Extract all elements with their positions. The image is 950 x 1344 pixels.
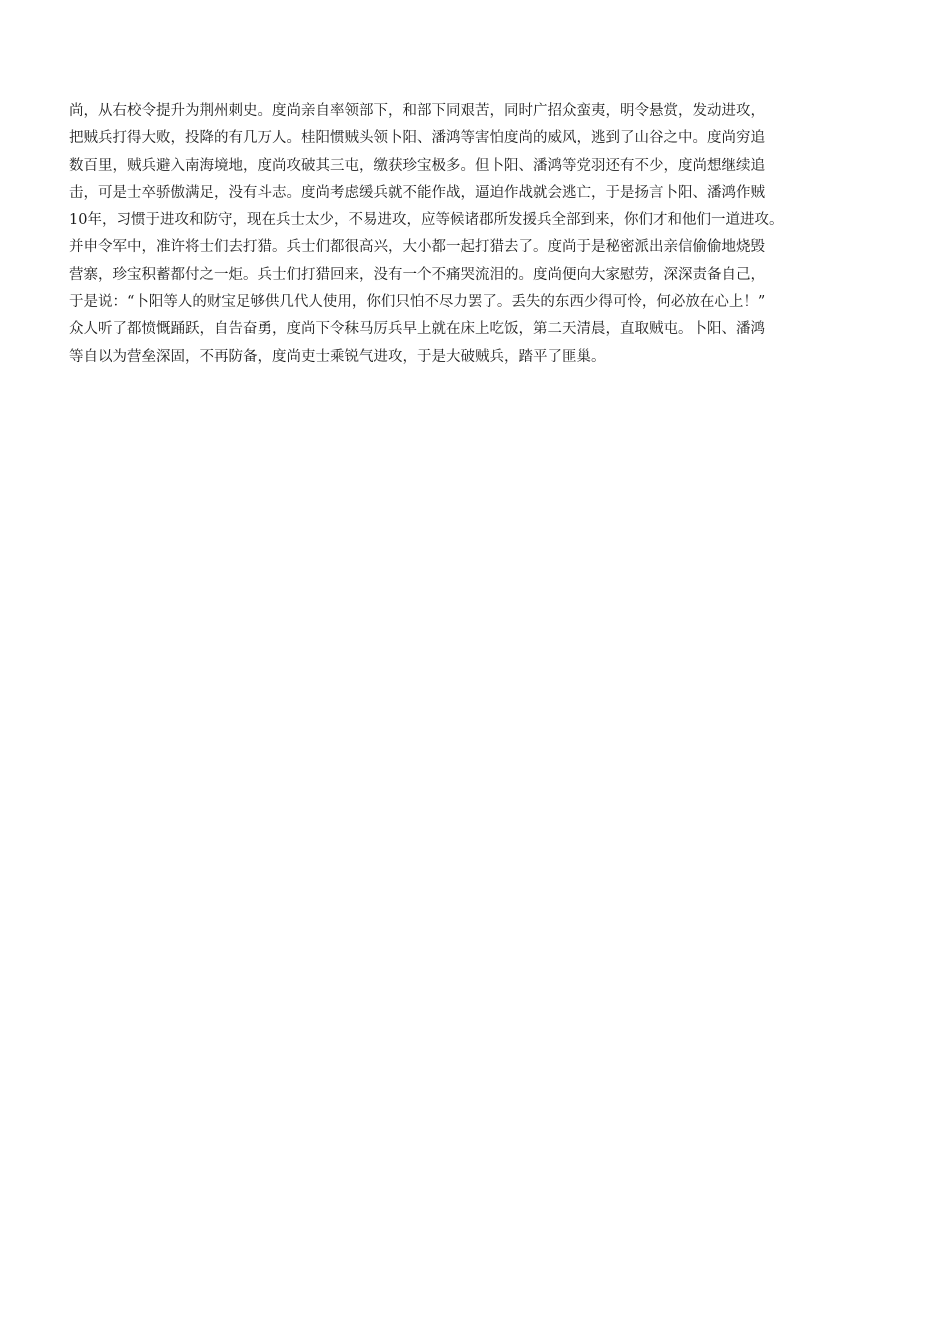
text-line: 尚，从右校令提升为荆州刺史。度尚亲自率领部下，和部下同艰苦，同时广招众蛮夷，明令悬赏，发动进攻， (69, 103, 765, 119)
text-line: 把贼兵打得大败，投降的有几万人。桂阳惯贼头领卜阳、潘鸿等害怕度尚的威风，逃到了山谷之中。度尚穷追 (69, 130, 765, 147)
text-line: 击，可是士卒骄傲满足，没有斗志。度尚考虑缓兵就不能作战，逼迫作战就会逃亡，于是扬言卜阳、潘鸿作贼 (69, 184, 765, 201)
text-line: 等自以为营垒深固，不再防备，度尚吏士乘锐气进攻，于是大破贼兵，踏平了匪巢。 (69, 348, 606, 365)
text-line: 营寨，珍宝积蓄都付之一炬。兵士们打猎回来，没有一个不痛哭流泪的。度尚便向大家慰劳，深深责备自己， (69, 266, 765, 283)
text-line: 众人听了都愤慨踊跃，自告奋勇，度尚下令秣马厉兵早上就在床上吃饭，第二天清晨，直取贼屯。卜阳、潘鸿 (69, 321, 765, 338)
text-line: 于是说：“卜阳等人的财宝足够供几代人使用，你们只怕不尽力罢了。丢失的东西少得可怜，何必放在心上！” (69, 294, 766, 311)
text-line: 10年，习惯于进攻和防守，现在兵士太少，不易进攻，应等候诸郡所发援兵全部到来，你们才和他们一道进攻。 (69, 212, 784, 229)
text-line: 并申令军中，准许将士们去打猎。兵士们都很高兴，大小都一起打猎去了。度尚于是秘密派出亲信偷偷地烧毁 (69, 239, 765, 256)
text-line: 数百里，贼兵避入南海境地，度尚攻破其三屯，缴获珍宝极多。但卜阳、潘鸿等党羽还有不少，度尚想继续追 (69, 157, 765, 174)
body-paragraph (69, 98, 899, 371)
